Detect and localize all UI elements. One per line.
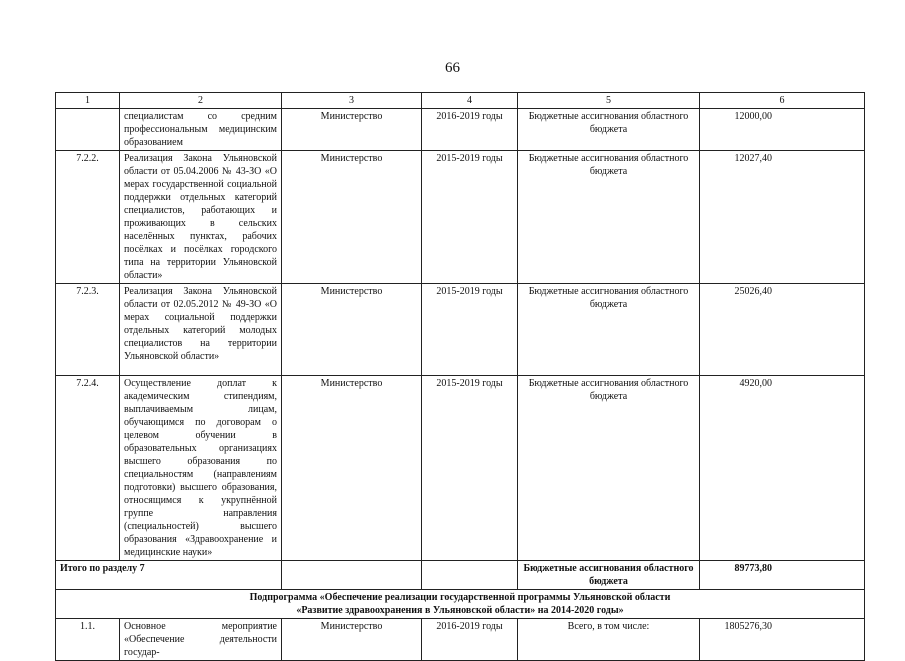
executor: Министерство bbox=[282, 109, 422, 151]
executor: Министерство bbox=[282, 151, 422, 284]
subprogram-title-line2: «Развитие здравоохранения в Ульяновской области» на 2014-2020 годы» bbox=[296, 605, 624, 616]
funding-source: Бюджетные ассигнования областного бюджета bbox=[518, 109, 700, 151]
period: 2015-2019 годы bbox=[422, 151, 518, 284]
subprogram-row bbox=[56, 590, 865, 619]
column-number: 6 bbox=[700, 93, 865, 109]
row-number bbox=[56, 109, 120, 151]
table-row bbox=[56, 109, 865, 151]
column-number-row bbox=[56, 93, 865, 109]
amount: 25026,40 bbox=[700, 284, 865, 376]
column-number: 4 bbox=[422, 93, 518, 109]
empty-cell bbox=[282, 561, 422, 590]
executor: Министерство bbox=[282, 376, 422, 561]
measure-name: Основное мероприятие «Обеспечение деятельности государ- bbox=[120, 619, 282, 661]
executor: Министерство bbox=[282, 284, 422, 376]
total-amount: 89773,80 bbox=[700, 561, 865, 590]
period: 2016-2019 годы bbox=[422, 619, 518, 661]
table-row bbox=[56, 376, 865, 561]
executor: Министерство bbox=[282, 619, 422, 661]
measure-name: специалистам со средним профессиональным медицинским образованием bbox=[120, 109, 282, 151]
row-number: 7.2.4. bbox=[56, 376, 120, 561]
amount: 12027,40 bbox=[700, 151, 865, 284]
column-number: 5 bbox=[518, 93, 700, 109]
funding-source: Бюджетные ассигнования областного бюджета bbox=[518, 284, 700, 376]
row-number: 7.2.3. bbox=[56, 284, 120, 376]
table-row bbox=[56, 151, 865, 284]
row-number: 7.2.2. bbox=[56, 151, 120, 284]
period: 2015-2019 годы bbox=[422, 376, 518, 561]
measure-name: Реализация Закона Ульяновской области от 05.04.2006 № 43-ЗО «О мерах государственной социальной поддержки отдельных категорий специалистов, работающих и проживающих в сельских населённых пунктах, рабочих посёлках и посёлках городского типа на территории Ульяновской области» bbox=[120, 151, 282, 284]
measure-name: Осуществление доплат к академическим стипендиям, выплачиваемым лицам, обучающимся по договорам о целевом обучении в образовательных организациях высшего образования по специальностям (направлениям подготовки) высшего образования, относящимся к укрупнённой группе направления (специальностей) высшего образования «Здравоохранение и медицинские науки» bbox=[120, 376, 282, 561]
funding-source: Бюджетные ассигнования областного бюджета bbox=[518, 151, 700, 284]
column-number: 2 bbox=[120, 93, 282, 109]
period: 2015-2019 годы bbox=[422, 284, 518, 376]
column-number: 1 bbox=[56, 93, 120, 109]
budget-table bbox=[55, 92, 865, 661]
amount: 4920,00 bbox=[700, 376, 865, 561]
subprogram-title-line1: Подпрограмма «Обеспечение реализации государственной программы Ульяновской области bbox=[249, 592, 671, 603]
empty-cell bbox=[422, 561, 518, 590]
funding-source: Бюджетные ассигнования областного бюджета bbox=[518, 376, 700, 561]
measure-name: Реализация Закона Ульяновской области от 02.05.2012 № 49-ЗО «О мерах социальной поддержки отдельных категорий молодых специалистов на территории Ульяновской области» bbox=[120, 284, 282, 376]
amount: 12000,00 bbox=[700, 109, 865, 151]
table-row bbox=[56, 284, 865, 376]
row-number: 1.1. bbox=[56, 619, 120, 661]
total-row bbox=[56, 561, 865, 590]
column-number: 3 bbox=[282, 93, 422, 109]
amount: 1805276,30 bbox=[700, 619, 865, 661]
subprogram-title bbox=[56, 590, 865, 619]
page-number: 66 bbox=[445, 60, 460, 76]
total-funding-source: Бюджетные ассигнования областного бюджета bbox=[518, 561, 700, 590]
total-label: Итого по разделу 7 bbox=[56, 561, 282, 590]
period: 2016-2019 годы bbox=[422, 109, 518, 151]
funding-source: Всего, в том числе: bbox=[518, 619, 700, 661]
